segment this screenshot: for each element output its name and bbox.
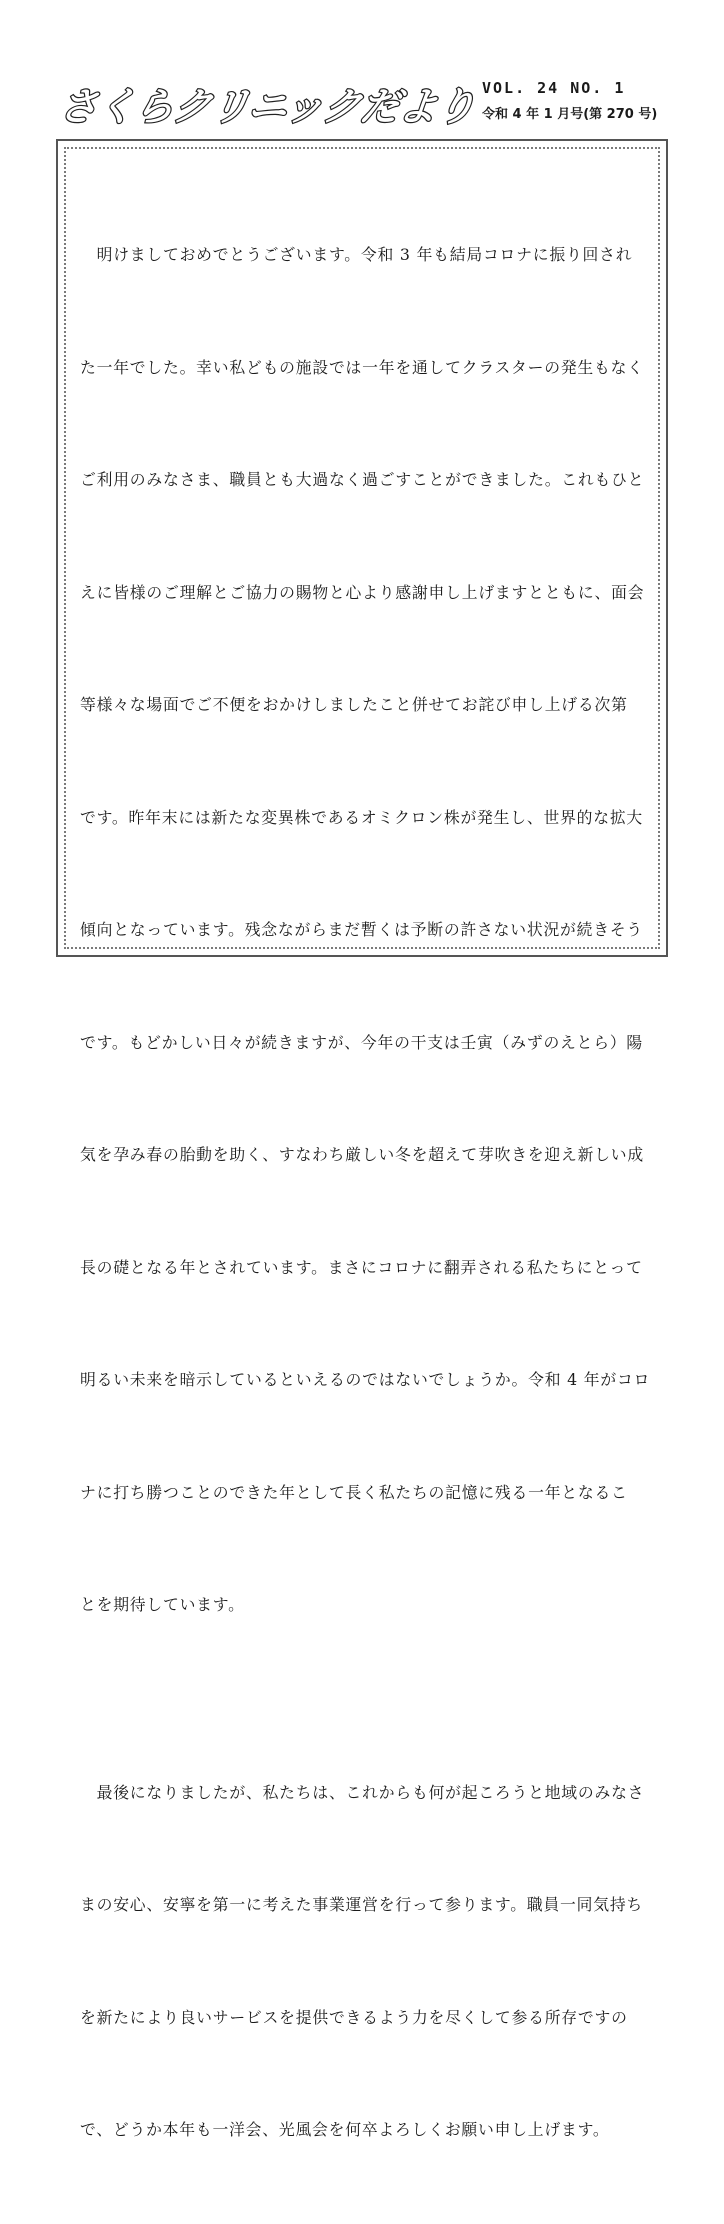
- text-line: ナに打ち勝つことのできた年として長く私たちの記憶に残る一年となるこ: [80, 1482, 628, 1502]
- text-line: です。もどかしい日々が続きますが、今年の干支は壬寅（みずのえとら）陽: [80, 1032, 644, 1052]
- new-year-greeting-paragraph: [80, 161, 660, 1699]
- text-line: とを期待しています。: [80, 1595, 245, 1614]
- text-line: 等様々な場面でご不便をおかけしましたこと併せてお詫び申し上げる次第: [80, 695, 628, 714]
- issue-info: [482, 78, 702, 126]
- text-line: 長の礎となる年とされています。まさにコロナに翻弄される私たちにとって: [80, 1257, 643, 1277]
- issue-volume: VOL. 24 NO. 1: [482, 79, 626, 97]
- text-line: です。昨年末には新たな変異株であるオミクロン株が発生し、世界的な拡大: [80, 807, 644, 827]
- text-line: まの安心、安寧を第一に考えた事業運営を行って参ります。職員一同気持ち: [80, 1895, 644, 1914]
- text-line: た一年でした。幸い私どもの施設では一年を通してクラスターの発生もなく: [80, 357, 644, 377]
- text-line: 最後になりましたが、私たちは、これからも何が起ころうと地域のみなさ: [80, 1782, 645, 1802]
- closing-paragraph: [80, 1699, 660, 2224]
- text-line: ご利用のみなさま、職員とも大過なく過ごすことができました。これもひと: [80, 470, 645, 489]
- letter-body: [80, 161, 660, 2224]
- text-line: 傾向となっています。残念ながらまだ暫くは予断の許さない状況が続きそう: [80, 920, 644, 939]
- text-line: 気を孕み春の胎動を助く、すなわち厳しい冬を超えて芽吹きを迎え新しい成: [80, 1145, 644, 1164]
- text-line: で、どうか本年も一洋会、光風会を何卒よろしくお願い申し上げます。: [80, 2120, 610, 2139]
- newsletter-title-logo: [55, 58, 478, 138]
- newsletter-title-text: さくらクリニックだより: [55, 85, 478, 130]
- text-line: 明けましておめでとうございます。令和 3 年も結局コロナに振り回され: [80, 245, 633, 264]
- text-line: を新たにより良いサービスを提供できるよう力を尽くして参る所存ですの: [80, 2007, 628, 2027]
- issue-date: 令和 4 年 1 月号(第 270 号): [482, 107, 658, 122]
- text-line: 明るい未来を暗示しているといえるのではないでしょうか。令和 4 年がコロ: [80, 1370, 651, 1389]
- text-line: えに皆様のご理解とご協力の賜物と心より感謝申し上げますとともに、面会: [80, 582, 645, 602]
